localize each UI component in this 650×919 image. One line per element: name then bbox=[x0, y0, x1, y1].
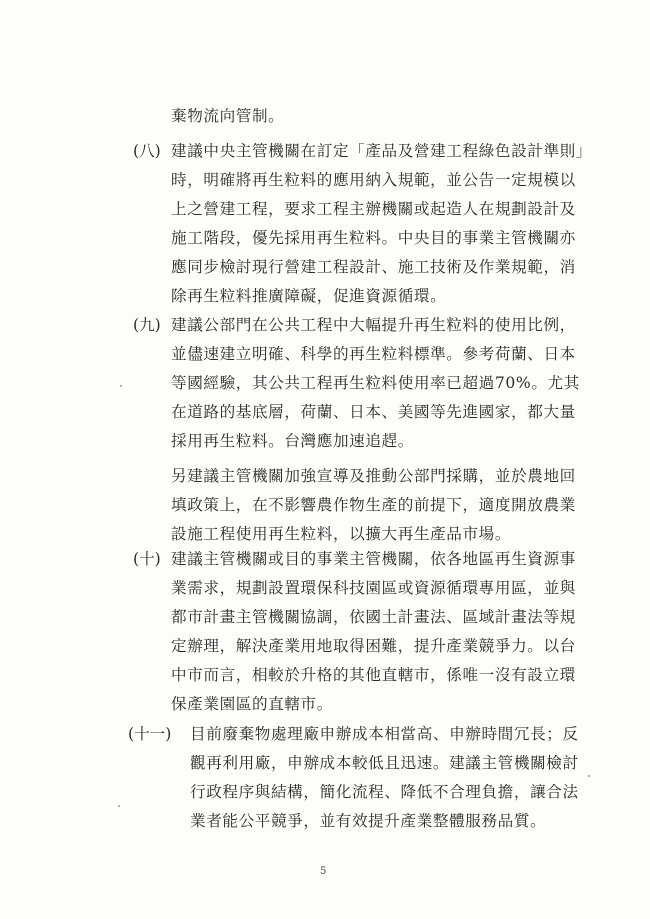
text-line: 另建議主管機關加強宣導及推動公部門採購，並於農地回 bbox=[171, 467, 576, 485]
text-line: 定辦理，解決產業用地取得困難，提升產業競爭力。以台 bbox=[171, 637, 576, 655]
text-line: 建議中央主管機關在訂定「產品及營建工程綠色設計準則」 bbox=[171, 142, 593, 160]
text-line: 填政策上，在不影響農作物生產的前提下，適度開放農業 bbox=[171, 496, 576, 514]
item-number-8: (八) bbox=[133, 142, 161, 160]
text-line: 在道路的基底層，荷蘭、日本、美國等先進國家，都大量 bbox=[171, 403, 576, 421]
text-line: 設施工程使用再生粒料，以擴大再生產品市場。 bbox=[171, 525, 512, 543]
text-line: 應同步檢討現行營建工程設計、施工技術及作業規範，消 bbox=[171, 258, 576, 276]
item-number-10: (十) bbox=[133, 550, 161, 568]
text-line: 行政程序與結構，簡化流程、降低不合理負擔，讓合法 bbox=[190, 783, 579, 801]
page-number: 5 bbox=[320, 866, 327, 877]
scan-speck bbox=[120, 385, 122, 387]
text-line: 並儘速建立明確、科學的再生粒料標準。參考荷蘭、日本 bbox=[171, 345, 576, 363]
text-line: 採用再生粒料。台灣應加速追趕。 bbox=[171, 432, 414, 450]
text-line: 時，明確將再生粒料的應用納入規範，並公告一定規模以 bbox=[171, 171, 576, 189]
text-line: 業者能公平競爭，並有效提升產業整體服務品質。 bbox=[190, 812, 547, 830]
text-line: 觀再利用廠，申辦成本較低且迅速。建議主管機關檢討 bbox=[190, 754, 579, 772]
text-line: 施工階段，優先採用再生粒料。中央目的事業主管機關亦 bbox=[171, 229, 576, 247]
text-line: 都市計畫主管機關協調，依國土計畫法、區域計畫法等規 bbox=[171, 608, 576, 626]
item-number-9: (九) bbox=[133, 316, 161, 334]
text-line: 目前廢棄物處理廠申辦成本相當高、申辦時間冗長；反 bbox=[190, 725, 579, 743]
scan-speck bbox=[118, 805, 120, 807]
item-number-11: (十一) bbox=[128, 725, 172, 743]
text-line: 業需求，規劃設置環保科技園區或資源循環專用區，並與 bbox=[171, 579, 576, 597]
text-line: 中市而言，相較於升格的其他直轄市，係唯一沒有設立環 bbox=[171, 666, 576, 684]
text-line: 等國經驗，其公共工程再生粒料使用率已超過70%。尤其 bbox=[171, 374, 580, 392]
text-line: 上之營建工程，要求工程主辦機關或起造人在規劃設計及 bbox=[171, 200, 576, 218]
text-line: 保產業園區的直轄市。 bbox=[171, 695, 333, 713]
text-line: 除再生粒料推廣障礙，促進資源循環。 bbox=[171, 287, 447, 305]
scan-speck bbox=[588, 775, 590, 777]
text-line: 棄物流向管制。 bbox=[171, 107, 285, 125]
text-line: 建議公部門在公共工程中大幅提升再生粒料的使用比例， bbox=[171, 316, 576, 334]
text-line: 建議主管機關或目的事業主管機關，依各地區再生資源事 bbox=[171, 550, 576, 568]
